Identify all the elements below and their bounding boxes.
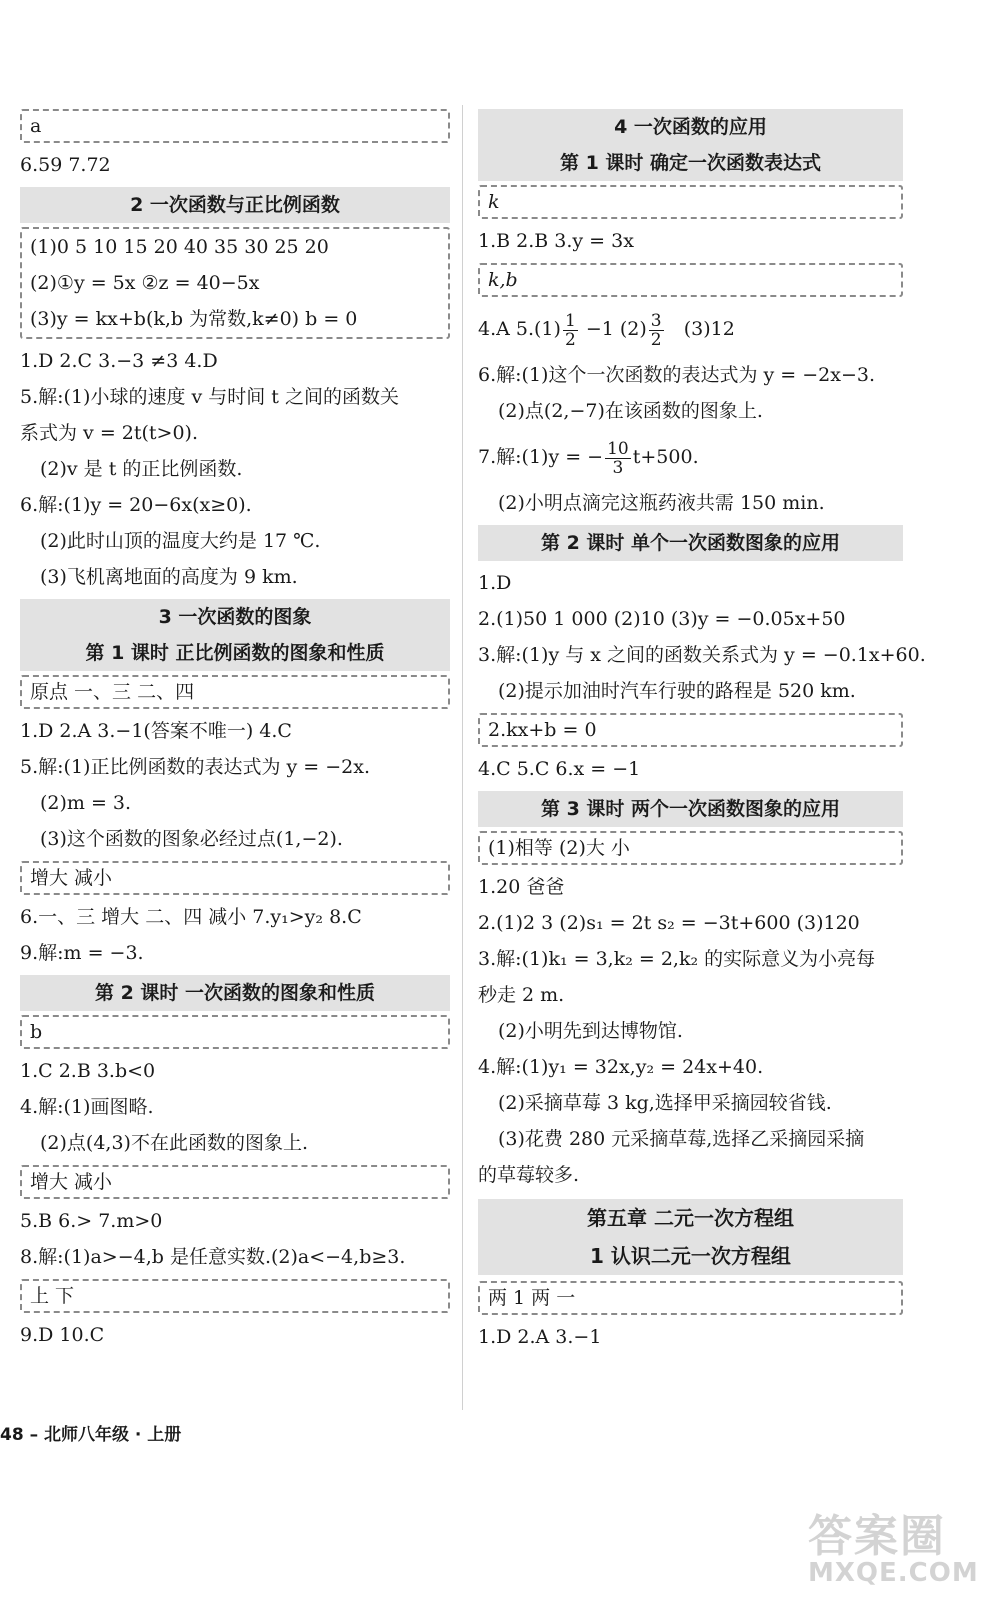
fill-box-text: 上 下 xyxy=(30,1285,75,1307)
answer-line: 1.D 2.A 3.−1(答案不唯一) 4.C xyxy=(20,720,292,742)
answer-line: (3)这个函数的图象必经过点(1,−2). xyxy=(40,828,343,850)
column-divider xyxy=(462,105,463,1410)
denominator: 2 xyxy=(650,329,662,350)
section-header xyxy=(20,975,450,1011)
fraction xyxy=(563,312,578,349)
section-title: 第 2 课时 一次函数的图象和性质 xyxy=(94,982,376,1004)
fill-box xyxy=(478,713,903,747)
answer-line: (2)点(2,−7)在该函数的图象上. xyxy=(498,400,763,422)
answer-line: 5.B 6.> 7.m>0 xyxy=(20,1210,163,1232)
answer-line: 8.解:(1)a>−4,b 是任意实数.(2)a<−4,b≥3. xyxy=(20,1246,406,1268)
numerator: 10 xyxy=(607,438,629,459)
fill-box-text: (1)相等 (2)大 小 xyxy=(488,837,630,859)
fill-box xyxy=(478,1281,903,1315)
answer-line: (2)点(4,3)不在此函数的图象上. xyxy=(40,1132,308,1154)
fill-box xyxy=(20,1165,450,1199)
fill-box-text: b xyxy=(30,1021,43,1043)
fraction xyxy=(649,312,664,349)
answer-line: 3.解:(1)k₁ = 3,k₂ = 2,k₂ 的实际意义为小亮每 xyxy=(478,948,876,970)
fill-box-text: 原点 一、三 二、四 xyxy=(30,681,195,703)
answer-text: (3)12 xyxy=(683,318,735,340)
fill-box xyxy=(20,1015,450,1049)
section-header xyxy=(478,791,903,827)
answer-text: −1 (2) xyxy=(585,318,647,340)
answer-line: 5.解:(1)正比例函数的表达式为 y = −2x. xyxy=(20,756,370,778)
numerator: 1 xyxy=(564,310,576,331)
fill-box-text: 增大 减小 xyxy=(30,1171,113,1193)
fill-box-text: 增大 减小 xyxy=(30,867,113,889)
section-title: 3 一次函数的图象 xyxy=(158,606,312,628)
right-column xyxy=(478,105,926,1355)
section-title: 2 一次函数与正比例函数 xyxy=(130,194,340,216)
answer-line: (3)飞机离地面的高度为 9 km. xyxy=(40,566,298,588)
answer-text: t+500. xyxy=(632,446,699,468)
answer-line: (2)采摘草莓 3 kg,选择甲采摘园较省钱. xyxy=(498,1092,832,1114)
fill-box xyxy=(20,227,450,339)
answer-line: 1.D xyxy=(478,572,512,594)
fill-box-text: (3)y = kx+b(k,b 为常数,k≠0) b = 0 xyxy=(30,308,358,330)
answer-line: 系式为 v = 2t(t>0). xyxy=(20,422,199,444)
answer-line: (2)此时山顶的温度大约是 17 ℃. xyxy=(40,530,321,552)
fill-box xyxy=(478,831,903,865)
fill-box xyxy=(478,263,903,297)
answer-line: 1.B 2.B 3.y = 3x xyxy=(478,230,634,252)
answer-line: (2)小明点滴完这瓶药液共需 150 min. xyxy=(498,492,825,514)
answer-line: 6.一、三 增大 二、四 减小 7.y₁>y₂ 8.C xyxy=(20,906,362,928)
answer-line: 5.解:(1)小球的速度 v 与时间 t 之间的函数关 xyxy=(20,386,399,408)
fill-box xyxy=(478,185,903,219)
fill-box-text: (2)①y = 5x ②z = 40−5x xyxy=(30,272,260,294)
answer-line: 1.D 2.C 3.−3 ≠3 4.D xyxy=(20,350,218,372)
fraction xyxy=(605,440,631,477)
fill-box-text: k,b xyxy=(488,269,518,291)
chapter-header xyxy=(478,1199,903,1275)
fill-box-text: a xyxy=(30,115,42,137)
answer-line-fractions xyxy=(478,301,903,357)
section-header xyxy=(20,187,450,223)
fill-box xyxy=(20,1279,450,1313)
fill-box xyxy=(20,109,450,143)
answer-line: 秒走 2 m. xyxy=(478,984,565,1006)
answer-line: 1.D 2.A 3.−1 xyxy=(478,1326,602,1348)
answer-line: (3)花费 280 元采摘草莓,选择乙采摘园采摘 xyxy=(498,1128,865,1150)
section-subtitle: 第 1 课时 确定一次函数表达式 xyxy=(559,152,822,174)
answer-text: 4.A 5.(1) xyxy=(478,318,561,340)
answer-line-fractions xyxy=(478,429,903,485)
section-title: 4 一次函数的应用 xyxy=(614,116,767,138)
answer-line: 1.C 2.B 3.b<0 xyxy=(20,1060,156,1082)
answer-line: 4.解:(1)画图略. xyxy=(20,1096,154,1118)
section-header xyxy=(478,109,903,181)
answer-line: 的草莓较多. xyxy=(478,1164,580,1186)
section-subtitle: 第 2 课时 单个一次函数图象的应用 xyxy=(540,532,841,554)
section-subtitle: 第 3 课时 两个一次函数图象的应用 xyxy=(540,798,841,820)
fill-box xyxy=(20,675,450,709)
answer-line: (2)m = 3. xyxy=(40,792,132,814)
answer-line: (2)v 是 t 的正比例函数. xyxy=(40,458,243,480)
denominator: 2 xyxy=(564,329,576,350)
answer-line: 6.解:(1)y = 20−6x(x≥0). xyxy=(20,494,252,516)
watermark-logo xyxy=(808,1500,988,1588)
section-subtitle: 第 1 课时 正比例函数的图象和性质 xyxy=(85,642,385,664)
page-footer: 48 – 北师八年级 · 上册 xyxy=(0,1425,182,1445)
answer-line: 4.解:(1)y₁ = 32x,y₂ = 24x+40. xyxy=(478,1056,764,1078)
answer-line: (2)小明先到达博物馆. xyxy=(498,1020,683,1042)
answer-text: 7.解:(1)y = − xyxy=(478,446,604,468)
answer-line: 9.解:m = −3. xyxy=(20,942,144,964)
answer-line: 2.(1)50 1 000 (2)10 (3)y = −0.05x+50 xyxy=(478,608,846,630)
denominator: 3 xyxy=(612,457,624,478)
fill-box-text: 两 1 两 一 xyxy=(488,1287,576,1309)
left-column xyxy=(20,105,450,1353)
answer-line: 1.20 爸爸 xyxy=(478,876,565,898)
section-title: 1 认识二元一次方程组 xyxy=(590,1244,791,1268)
fill-box-text: (1)0 5 10 15 20 40 35 30 25 20 xyxy=(30,236,329,258)
answer-line: 6.解:(1)这个一次函数的表达式为 y = −2x−3. xyxy=(478,364,875,386)
fill-box xyxy=(20,861,450,895)
answer-line: 3.解:(1)y 与 x 之间的函数关系式为 y = −0.1x+60. xyxy=(478,644,926,666)
answer-line: 9.D 10.C xyxy=(20,1324,105,1346)
fill-box-text: k xyxy=(488,191,500,213)
chapter-title: 第五章 二元一次方程组 xyxy=(587,1206,794,1230)
answer-line: 6.59 7.72 xyxy=(20,154,111,176)
answer-line: 2.(1)2 3 (2)s₁ = 2t s₂ = −3t+600 (3)120 xyxy=(478,912,860,934)
numerator: 3 xyxy=(650,310,662,331)
fill-box-text: 2.kx+b = 0 xyxy=(488,719,597,741)
section-header xyxy=(20,599,450,671)
watermark-url: MXQE.COM xyxy=(808,1558,979,1588)
watermark-text: 答案圈 xyxy=(808,1511,946,1562)
answer-line: 4.C 5.C 6.x = −1 xyxy=(478,758,641,780)
answer-line: (2)提示加油时汽车行驶的路程是 520 km. xyxy=(498,680,856,702)
section-header xyxy=(478,525,903,561)
